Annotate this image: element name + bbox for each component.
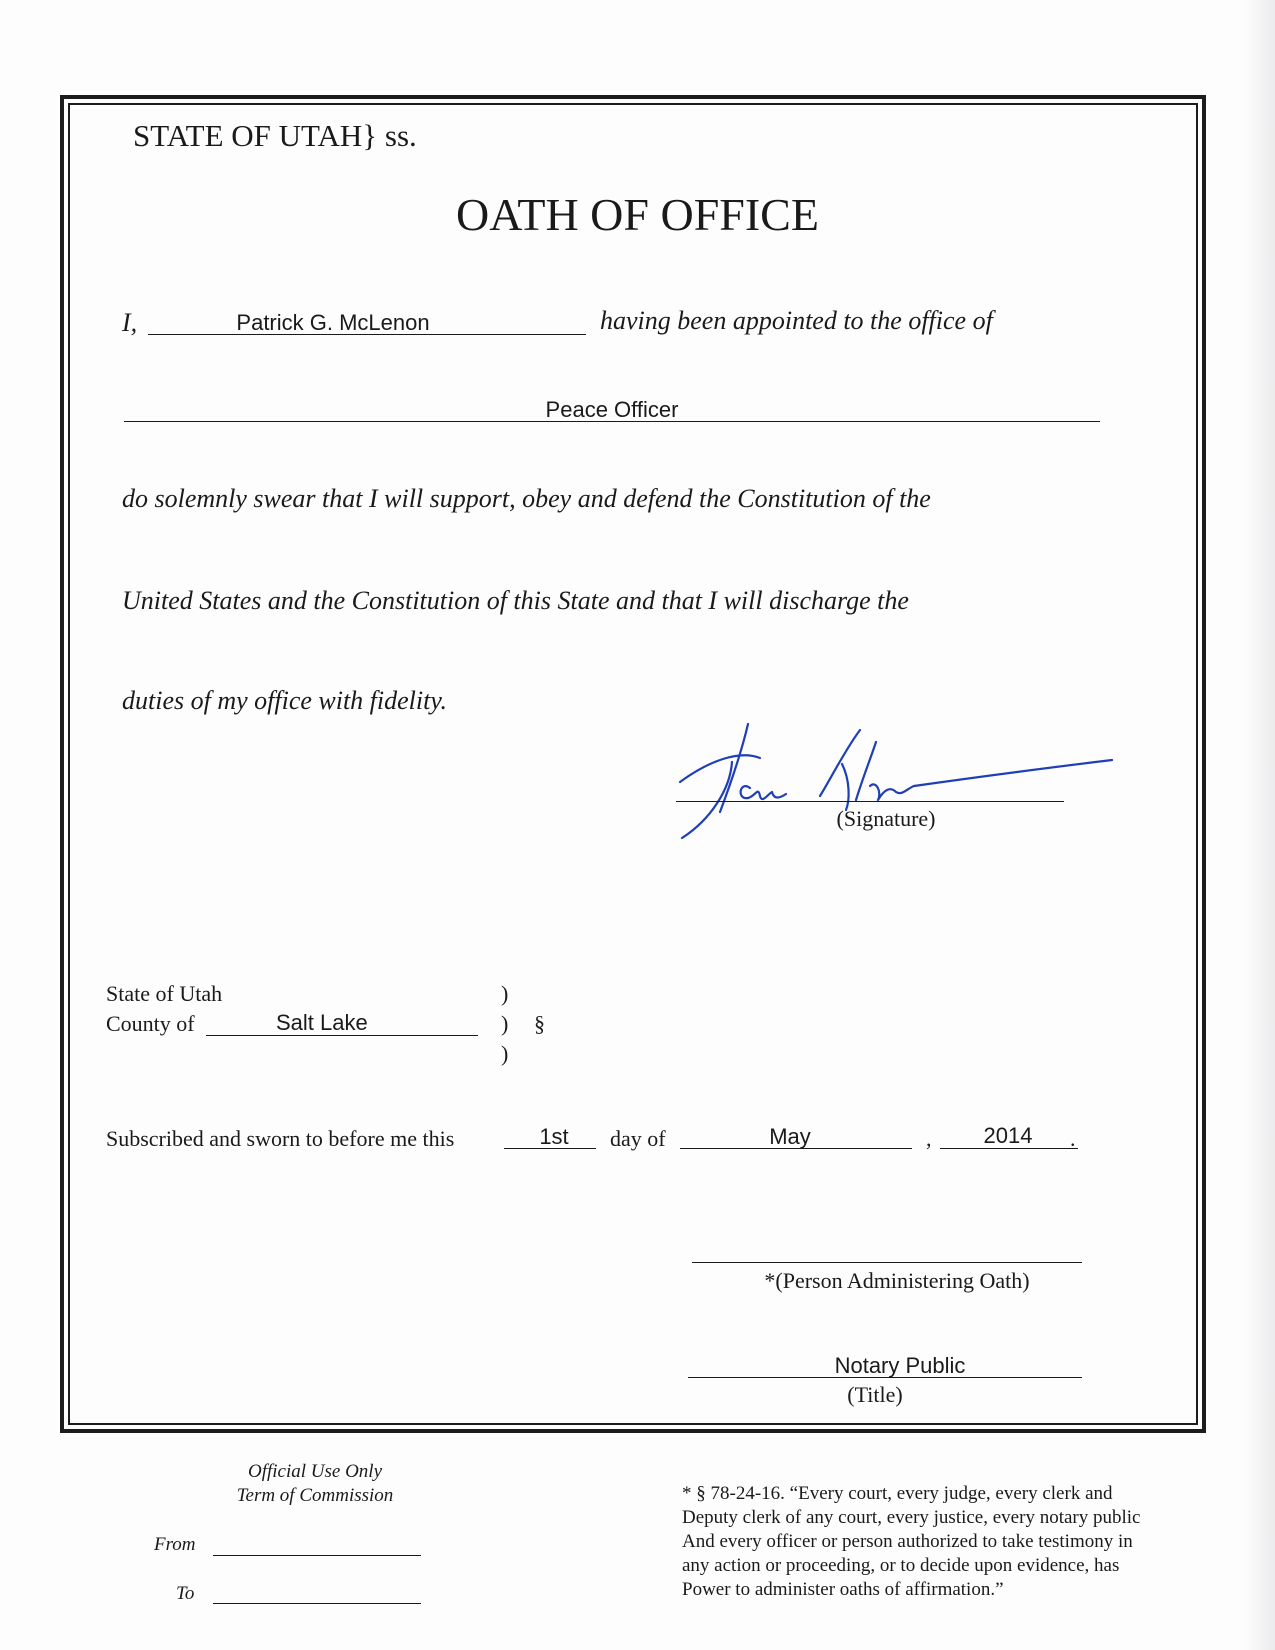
appointed-text: having been appointed to the office of	[600, 306, 993, 335]
oath-body-line-2: United States and the Constitution of this State and that I will discharge the	[122, 586, 909, 615]
administrator-underline	[692, 1262, 1082, 1263]
oath-office: Peace Officer	[545, 397, 679, 422]
subscribed-year: 2014	[983, 1123, 1033, 1148]
signature-underline	[676, 801, 1064, 802]
oath-name: Patrick G. McLenon	[236, 310, 430, 335]
venue-state: State of Utah	[106, 981, 223, 1006]
to-label: To	[176, 1583, 195, 1604]
subscribed-prefix: Subscribed and sworn to before me this	[106, 1126, 455, 1151]
venue-county: Salt Lake	[276, 1010, 368, 1035]
footnote-line-2: Deputy clerk of any court, every justice, every notary public	[682, 1507, 1141, 1528]
venue-paren-2: )	[501, 1011, 509, 1036]
oath-prefix: I,	[122, 308, 138, 337]
footnote-line-1: * § 78-24-16. “Every court, every judge, every clerk and	[682, 1483, 1113, 1504]
from-underline	[213, 1555, 421, 1556]
to-underline	[213, 1603, 421, 1604]
term-of-commission-heading: Term of Commission	[236, 1485, 394, 1506]
subscribed-comma: ,	[926, 1126, 932, 1151]
section-symbol: §	[534, 1011, 545, 1036]
signature-label: (Signature)	[836, 806, 936, 831]
document-title: OATH OF OFFICE	[456, 189, 819, 240]
subscribed-period: .	[1070, 1126, 1076, 1151]
footnote-line-3: And every officer or person authorized to take testimony in	[682, 1531, 1133, 1552]
footnote-line-4: any action or proceeding, or to decide upon evidence, has	[682, 1555, 1120, 1576]
state-ss-line: STATE OF UTAH} ss.	[133, 118, 417, 153]
official-use-heading: Official Use Only	[247, 1461, 383, 1482]
administrator-label: *(Person Administering Oath)	[764, 1268, 1030, 1293]
venue-paren-1: )	[501, 981, 509, 1006]
subscribed-day: 1st	[539, 1124, 569, 1149]
subscribed-day-of: day of	[610, 1126, 666, 1151]
subscribed-month: May	[769, 1124, 811, 1149]
venue-paren-3: )	[501, 1041, 509, 1066]
from-label: From	[154, 1534, 196, 1555]
oath-body-line-1: do solemnly swear that I will support, obey and defend the Constitution of the	[122, 484, 931, 513]
venue-county-label: County of	[106, 1011, 195, 1036]
oath-body-line-3: duties of my office with fidelity.	[122, 686, 447, 715]
page-edge-shadow	[1245, 0, 1275, 1650]
administrator-title-label: (Title)	[847, 1382, 903, 1407]
footnote-line-5: Power to administer oaths of affirmation.”	[682, 1579, 1004, 1600]
administrator-title-value: Notary Public	[834, 1353, 966, 1378]
